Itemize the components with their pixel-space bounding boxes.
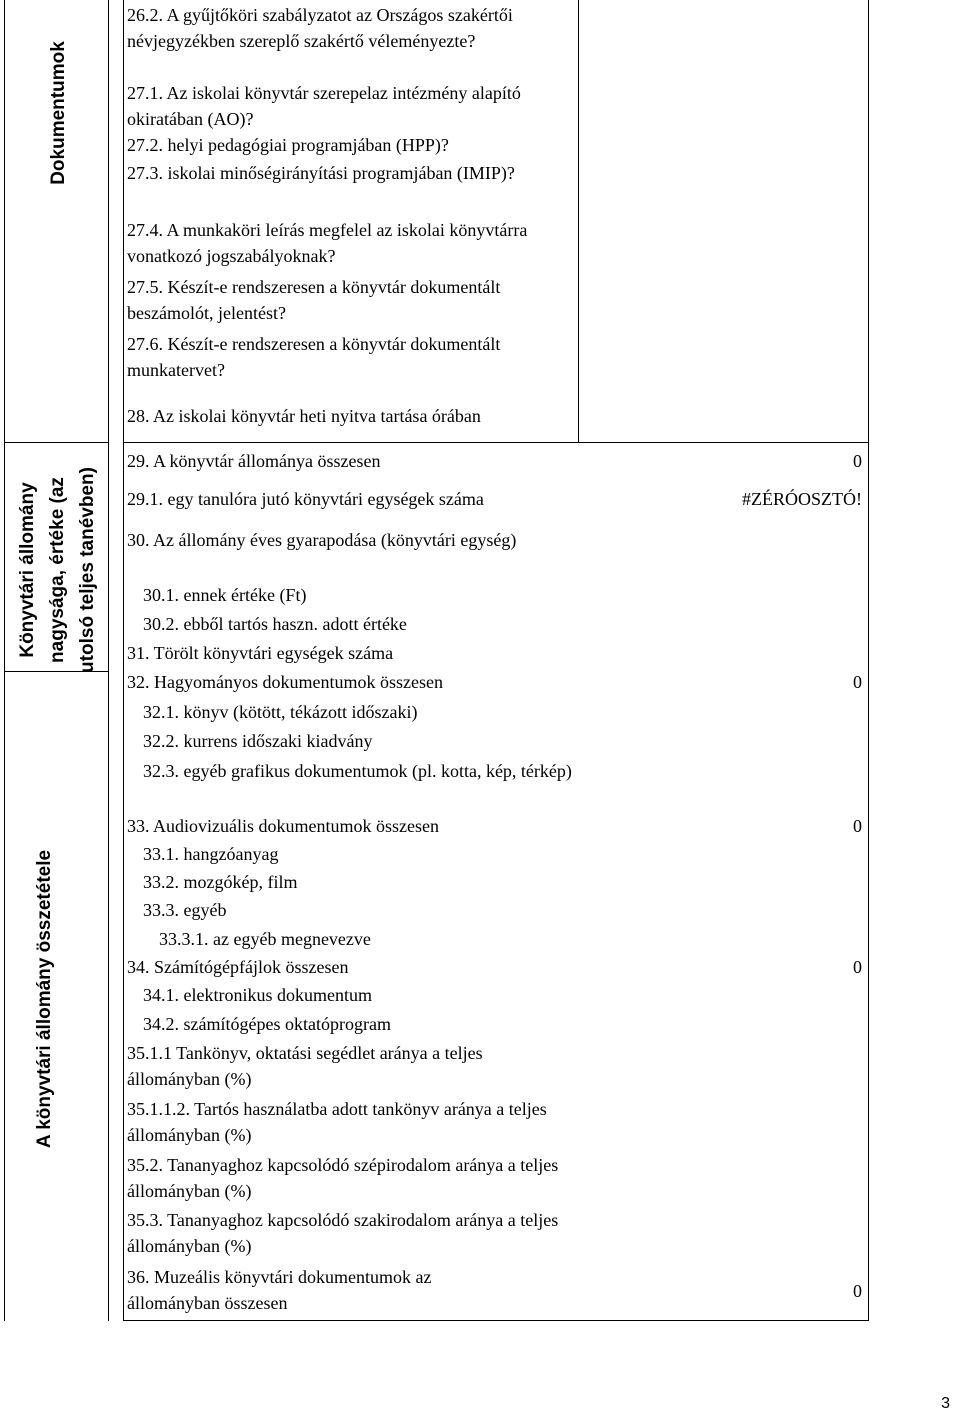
question-27-1: 27.1. Az iskolai könyvtár szerepelaz intézmény alapító okiratában (AO)? [127,83,521,129]
row-35-2: 35.2. Tananyaghoz kapcsolódó szépirodalom aránya a teljes állományban (%) [127,1155,559,1201]
row-34-1: 34.1. elektronikus dokumentum [143,985,372,1005]
row-36: 36. Muzeális könyvtári dokumentumok az állományban összesen [127,1267,432,1313]
value-32: 0 [853,672,862,692]
row-35-3: 35.3. Tananyaghoz kapcsolódó szakirodalom aránya a teljes állományban (%) [127,1210,559,1256]
question-27-3: 27.3. iskolai minőségirányítási programjában (IMIP)? [127,163,515,183]
row-29: 29. A könyvtár állománya összesen [127,451,381,471]
row-33-3: 33.3. egyéb [143,900,227,920]
value-29-1: #ZÉRÓOSZTÓ! [742,489,862,509]
documents-section-label: Dokumentumok [48,41,69,185]
row-30-2: 30.2. ebből tartós haszn. adott értéke [143,614,407,634]
row-30-1: 30.1. ennek értéke (Ft) [143,585,307,605]
row-32-2: 32.2. kurrens időszaki kiadvány [143,731,373,751]
question-28: 28. Az iskolai könyvtár heti nyitva tartása órában [127,406,481,426]
row-34-2: 34.2. számítógépes oktatóprogram [143,1014,391,1034]
value-34: 0 [853,957,862,977]
value-33: 0 [853,816,862,836]
row-32: 32. Hagyományos dokumentumok összesen [127,672,443,692]
row-29-1: 29.1. egy tanulóra jutó könyvtári egységek száma [127,489,484,509]
row-33-3-1: 33.3.1. az egyéb megnevezve [159,929,371,949]
row-32-1: 32.1. könyv (kötött, tékázott időszaki) [143,702,418,722]
column-divider [578,0,579,442]
row-35-1-1-2: 35.1.1.2. Tartós használatba adott tankönyv aránya a teljes állományban (%) [127,1099,547,1145]
row-31: 31. Törölt könyvtári egységek száma [127,643,394,663]
value-29: 0 [853,451,862,471]
question-27-6: 27.6. Készít-e rendszeresen a könyvtár dokumentált munkatervet? [127,334,501,380]
value-36: 0 [853,1281,862,1301]
section-divider [5,671,108,672]
question-27-5: 27.5. Készít-e rendszeresen a könyvtár dokumentált beszámolót, jelentést? [127,277,501,323]
questionnaire-table [123,0,868,1319]
row-32-3: 32.3. egyéb grafikus dokumentumok (pl. kotta, kép, térkép) [143,761,572,781]
row-33-1: 33.1. hangzóanyag [143,844,279,864]
stock-composition-section-label: A könyvtári állomány összetétele [34,849,55,1149]
page-number: 3 [941,1395,950,1412]
upper-answer-column [578,0,869,442]
row-30: 30. Az állomány éves gyarapodása (könyvtári egység) [127,530,517,550]
question-26-2: 26.2. A gyűjtőköri szabályzatot az Országos szakértői névjegyzékben szereplő szakértő véleményezte? [127,5,513,51]
stock-size-section-label: Könyvtári állomány nagysága, értéke (az utolsó teljes tanévben) [17,467,98,673]
row-33: 33. Audiovizuális dokumentumok összesen [127,816,439,836]
question-27-2: 27.2. helyi pedagógiai programjában (HPP)? [127,135,449,155]
question-27-4: 27.4. A munkaköri leírás megfelel az iskolai könyvtárra vonatkozó jogszabályoknak? [127,220,528,266]
row-33-2: 33.2. mozgókép, film [143,872,298,892]
row-35-1-1: 35.1.1 Tankönyv, oktatási segédlet aránya a teljes állományban (%) [127,1043,483,1089]
row-34: 34. Számítógépfájlok összesen [127,957,349,977]
stock-section-label-cell [4,442,109,1321]
documents-section-label-cell [4,0,109,442]
